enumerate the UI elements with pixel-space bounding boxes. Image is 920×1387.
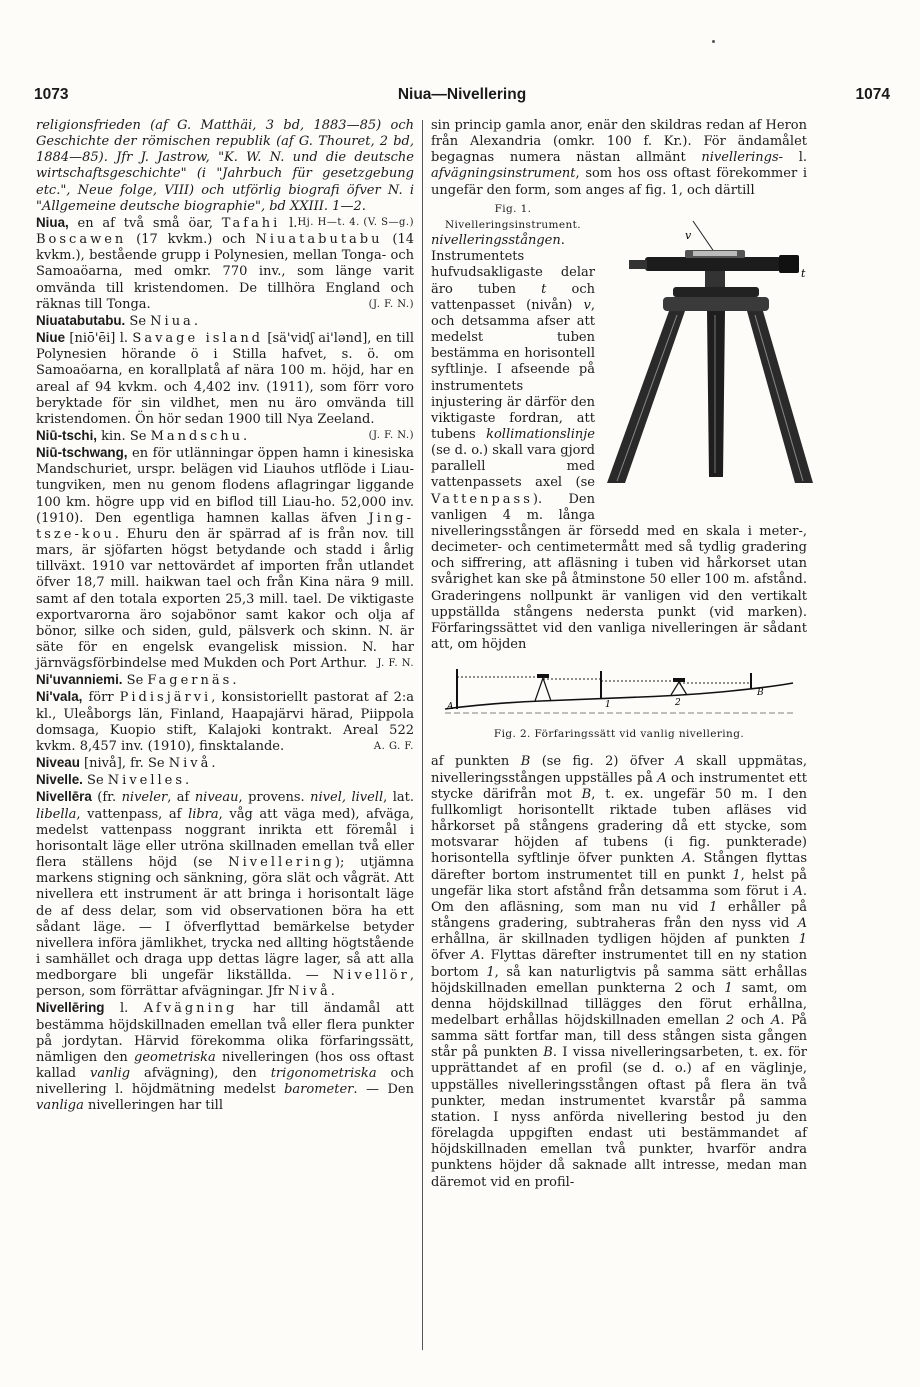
tripod-head: [663, 297, 769, 311]
entry-niuvanniemi: [36, 672, 414, 689]
spaced-term: Tafahi: [221, 215, 281, 231]
page-header: [34, 86, 890, 108]
headword: Niuatabutabu.: [36, 312, 126, 328]
headword: Niū-tschi,: [36, 427, 98, 443]
italic-term: barometer: [284, 1082, 354, 1098]
entry-text: [niō'ēi] l.: [65, 331, 133, 347]
entry-niuatabutabu: [36, 313, 414, 330]
figure-1-caption: Fig. 1. Nivelleringsinstrument.: [444, 202, 582, 231]
leveling-procedure-diagram: [431, 663, 807, 719]
italic-term: 1: [486, 964, 495, 980]
entry-nivala: [36, 689, 414, 755]
italic-term: B: [520, 754, 531, 770]
spaced-term: Jing-tsze-kou: [36, 510, 414, 542]
entry-nivellera: [36, 789, 414, 1000]
body-text: , som hos oss oftast förekommer i ungefär den form, som anges af fig. 1, och därtill: [431, 166, 807, 198]
entry-nivelle: [36, 772, 414, 789]
entry-text: nivelleringen har till: [83, 1098, 223, 1114]
body-text: (se d. o.) skall vara gjord parallell med vattenpassets axel (se: [431, 443, 595, 491]
headword: Niū-tschwang,: [36, 445, 128, 461]
headword: Nivellēra: [36, 789, 92, 805]
italic-term: 2: [726, 1012, 735, 1028]
page-number-left: 1073: [34, 86, 69, 103]
entry-niu-tschwang: [36, 445, 414, 672]
italic-term: libella: [36, 806, 77, 822]
headword: Niua,: [36, 214, 69, 230]
continued-text: religionsfrieden (af G. Matthäi, 3 bd, 1883—85) och Geschichte der römischen republik (af G. Thouret, 2 bd, 1884—85). Jfr J. Jastrow, "K. W. N. und die deutsche wirtschaftsgeschichte" (i "Jahrbuch für gesetzgebung etc.", Neue folge, VIII) och utförlig biografi öfver N. i "Allgemeine deutsche biographie", bd XXIII. 1—2.: [36, 118, 414, 214]
entry-text: förr: [82, 690, 120, 706]
headword: Nivellēring: [36, 1000, 105, 1016]
entry-text: . — Den: [353, 1082, 414, 1098]
entry-text: (14 kvkm.), bestående grupp i Polynesien, mellan Tonga- och Samoaöarna, med omkr. 770 inv., som länge varit omvända till kristendomen. De tillhöra England och räknas till Tonga.: [36, 232, 414, 312]
entry-niveau: [36, 755, 414, 772]
entry-text: .: [193, 313, 198, 329]
italic-term: geometriska: [134, 1049, 216, 1065]
italic-term: niveau: [194, 790, 239, 806]
italic-term: 1: [798, 932, 807, 948]
body-text: skall uppmätas, nivelleringsstången uppställes på: [431, 754, 807, 786]
body-text: . På samma sätt fortfar man, till dess stången sista gången står på punkten: [431, 1012, 808, 1061]
italic-term: 1: [732, 867, 741, 883]
entry-nivellering: [36, 1000, 414, 1114]
page-speck: [712, 40, 715, 43]
italic-term: vanlig: [89, 1066, 131, 1082]
right-paragraph-2: [431, 754, 807, 1190]
body-text: (se fig. 2) öfver: [530, 754, 676, 770]
tripod-leg-right: [747, 311, 813, 483]
italic-term: A: [793, 883, 803, 899]
point-label-1: 1: [605, 700, 611, 711]
italic-term: A: [471, 948, 481, 964]
body-text: . Om den afläsning, som man nu vid: [431, 883, 807, 915]
tripod-leg-center: [707, 311, 725, 477]
body-text: , så kan naturligtvis på samma sätt erhållas höjdskillnaden emellan punkterna 2 och: [431, 964, 807, 996]
entry-text: nivelleringen (hos oss oftast kallad: [36, 1049, 414, 1082]
spaced-term: Nivellör: [332, 968, 410, 984]
instrument-pillar: [705, 271, 725, 287]
body-text: erhåller på stångens gradering, subtraheras från den nyss vid: [431, 899, 807, 932]
italic-term: kollimationslinje: [486, 426, 595, 442]
signature: (J. F. N.): [368, 429, 414, 441]
leveling-base: [673, 287, 759, 297]
entry-text: , provens.: [238, 790, 311, 806]
headword: Ni'uvanniemi.: [36, 672, 123, 688]
instrument-station-2: [671, 678, 687, 695]
body-text: . Instrumentets hufvudsakligaste delar äro tuben: [431, 233, 595, 297]
body-text: l.: [783, 150, 807, 166]
signature: J. F. N.: [377, 658, 414, 670]
spaced-term: Afvägning: [143, 1001, 238, 1017]
italic-term: A: [675, 754, 685, 770]
entry-niu-tschi: [36, 428, 414, 445]
right-column: [431, 118, 807, 1191]
entry-text: , konsistoriellt pastorat af 2:a kl., Uleåborgs län, Finland, Haapajärvi härad, Piippola domsaga, Kuopio stift, Kalajoki kontrakt. Areal 522 kvkm. 8,457 inv. (1910), finsktalande.: [36, 690, 414, 754]
level-instrument-illustration: [601, 201, 819, 487]
headword: Ni'vala,: [36, 689, 83, 705]
spaced-term: Nivå: [168, 756, 212, 772]
entry-text: . Ehuru den är spärrad af is från nov. till mars, är sjöfarten högst betydande och stadd i årlig tillväxt. 1910 var nettovärdet af importen från utlandet öfver 18,7 mill. haikwan tael och från Kina nära 9 mill. samt af den totala exporten 25,3 mill. tael. De viktigaste exportvarorna äro sojabönor samt kakor och olja af bönor, silke och siden, guld, pälsverk och skinn. N. är säte för en engelsk evangelisk mission. N. har järnvägsförbindelse med Mukden och Port Arthur.: [36, 526, 414, 672]
entry-text: .: [330, 984, 335, 1000]
body-text: . Stången flyttas därefter bortom instrumentet till en punkt: [431, 851, 807, 883]
spaced-term: Pidisjärvi: [119, 690, 212, 706]
entry-text: (17 kvkm.) och: [126, 232, 256, 248]
entry-text: ); utjämna markens stigning och sänkning, göra slät och vågrät. Att nivellera ett instrument är att bringa i horisontalt läge de af dess delar, som vid observationen böra ha ett sådant läge. — I öfverflyttad bemärkelse betyder nivellera införa jämlikhet, trycka ned allting högtstående i samhället och draga upp dettas lägre lager, så att alla medborgare bli ungefär likställda. —: [36, 855, 414, 984]
body-text: samt, om denna höjdskillnad tillägges den förut erhållna, medelbart erhållas höjdskillnaden emellan: [431, 980, 807, 1028]
figure-1: [601, 201, 819, 506]
body-text: och instrumentet ett stycke därifrån mot: [431, 770, 807, 802]
italic-term: t: [541, 281, 547, 297]
spirit-level-bubble: [693, 251, 737, 256]
entry-text: kin. Se: [97, 428, 151, 444]
entry-text: [sä'vidʃ ai'lənd], en till Polynesien hörande ö i Stilla hafvet, s. ö. om Samoaöarna, en korallplatå af nära 100 m. höjd, har en areal af 94 kvkm. och 4,402 inv. (1911), som förr voro beryktade för sin vildhet, men nu äro omvända till kristendomen. Ön hör sedan 1900 till Nya Zeeland.: [36, 331, 414, 427]
entry-text: (fr.: [91, 790, 122, 806]
column-divider: [422, 120, 423, 1350]
body-text: erhållna, är skillnaden tydligen höjden af punkten: [431, 932, 799, 948]
body-text: af punkten: [431, 754, 521, 770]
spaced-term: Mandschu: [150, 428, 244, 444]
spaced-term: Niuatabutabu: [255, 232, 383, 248]
headword: Nivelle.: [36, 772, 83, 788]
telescope-objective: [779, 255, 799, 273]
entry-text: .: [185, 773, 190, 789]
entry-text: [nivå], fr. Se: [79, 756, 169, 772]
spaced-term: Vattenpass: [431, 491, 533, 507]
spaced-term: Nivellering: [228, 855, 335, 871]
tripod-leg-left: [607, 311, 685, 483]
italic-term: A: [797, 916, 807, 932]
body-text: . Flyttas därefter instrumentet till en ny station bortom: [431, 948, 807, 980]
page-number-right: 1074: [855, 86, 890, 103]
entry-text: .: [243, 428, 248, 444]
italic-term: vanliga: [36, 1098, 84, 1114]
italic-term: nivel, livell: [310, 790, 384, 806]
body-text: och: [734, 1012, 771, 1028]
spaced-term: Niua: [150, 313, 194, 329]
point-label-a: A: [447, 702, 454, 713]
body-text: , och detsamma afser att medelst tuben bestämma en horisontell syftlinje. I afseende på instrumentets injustering är därför den viktigaste fordran, att tubens: [431, 297, 595, 442]
entry-text: l.: [104, 1001, 144, 1017]
body-text: . I vissa nivelleringsarbeten, t. ex. för upprättandet af en profil (se d. o.) af en väglinje, uppställes nivelleringsstången oftast på flera än två punkter, medan instrumentet kvarstår på samma station. I nyss anförda nivellering bestod ju den förelagda uppgiften endast uti bestämmandet af höjdskillnaden emellan två punkter, hvarför andra punktens höjder då saknade allt intresse, medan man däremot vid en profil-: [431, 1045, 807, 1190]
page-title: Niua—Nivellering: [397, 86, 527, 103]
entry-text: Se: [82, 773, 108, 789]
entry-text: , af: [167, 790, 195, 806]
entry-text: .: [232, 673, 237, 689]
italic-term: afvägningsinstrument: [431, 166, 576, 182]
signature: (J. F. N.): [368, 298, 414, 310]
spaced-term: Fagernäs: [147, 673, 233, 689]
body-text: sin princip gamla anor, enär den skildras redan af Heron från Alexandria (omkr. 100 f. Kr.). För ändamålet begagnas numera nästan allmänt: [431, 118, 807, 166]
italic-term: A: [681, 851, 692, 867]
entry-text: , vattenpass, af: [76, 806, 189, 822]
signature: Hj. H—t. 4. (V. S—g.): [297, 216, 414, 228]
figure-2: [431, 663, 807, 742]
spaced-term: Savage island: [132, 331, 264, 347]
entry-text: en af två små öar,: [68, 215, 222, 231]
headword: Niveau: [36, 755, 80, 771]
italic-term: B: [581, 786, 592, 802]
telescope-tube: [645, 257, 781, 271]
body-text: ). Den vanligen 4 m. långa nivelleringsstången är försedd med en skala i meter-, decimeter- och centimetermått med så tydlig gradering och siffrering, att afläsning i tuben vid hårkorset utan svårighet kan ske på åtminstone 50 eller 100 m. afstånd. Graderingens nollpunkt är vanligen vid den vertikalt uppställda stångens nedersta punkt (vid marken). Förfaringssättet vid den vanliga nivelleringen är sådant att, om höjden: [431, 491, 807, 652]
italic-term: libra: [188, 806, 219, 822]
point-label-2: 2: [675, 698, 681, 709]
italic-term: B: [543, 1045, 553, 1061]
entry-text: en för utlänningar öppen hamn i kinesiska Mandschuriet, urspr. belägen vid Liauhos utflöde i Liau-tungviken, men nu genom flodens aflagringar liggande 100 km. högre upp vid en biflod till Liau-ho. 52,000 inv. (1910). Den egentliga hamnen kallas äfven: [36, 446, 414, 526]
entry-text: afvägning), den: [130, 1066, 271, 1082]
italic-term: A: [770, 1012, 781, 1028]
italic-term: v: [583, 297, 591, 313]
italic-term: 1: [724, 980, 733, 996]
headword: Niue: [36, 330, 66, 346]
italic-term: nivelleringsstången: [431, 233, 561, 249]
entry-text: Se: [125, 313, 151, 329]
point-label-b: B: [757, 688, 764, 699]
spaced-term: Boscawen: [36, 232, 127, 248]
entry-text: och nivellering l. höjdmätning medelst: [36, 1066, 414, 1098]
body-text: , helst på ungefär lika stort afstånd från detsamma som förut i: [431, 867, 807, 899]
entry-text: , lat.: [383, 790, 414, 806]
entry-text: , våg att väga med), afväga, medelst vattenpass noggrant inrikta ett föremål i horisontalt läge eller utröna skillnaden emellan två eller flera ställens höjd (se: [36, 806, 414, 871]
entry-text: har till ändamål att bestämma höjdskillnaden emellan två eller flera punkter på jordytan. Härvid förekomma olika förfaringssätt, nämligen den: [36, 1001, 414, 1065]
instrument-station-1: [535, 674, 551, 701]
entry-text: l.: [280, 215, 298, 231]
italic-term: A: [657, 770, 667, 786]
italic-term: nivellerings-: [701, 150, 784, 166]
entry-text: , person, som förrättar afvägningar. Jfr: [36, 968, 414, 1000]
spaced-term: Nivå: [288, 984, 331, 1000]
entry-text: .: [211, 756, 216, 772]
italic-term: 1: [709, 899, 718, 915]
entry-text: Se: [122, 673, 148, 689]
italic-term: niveler: [121, 790, 168, 806]
body-text: öfver: [431, 948, 472, 964]
left-column: [36, 118, 414, 1115]
body-text: , t. ex. ungefär 50 m. I den fullkomligt horisontellt riktade tuben afläses vid hårkorset på stångens gradering då ett stycke, som motsvarar höjden af tubens (i fig. punkterade) horisontella syftlinje öfver punkten: [431, 786, 807, 867]
figure-2-caption: Fig. 2. Förfaringssätt vid vanlig nivellering.: [493, 728, 745, 741]
spaced-term: Nivelles: [107, 773, 186, 789]
signature: A. G. F.: [373, 740, 414, 752]
figure-label-t: t: [801, 266, 806, 280]
body-text: och vattenpasset (nivån): [431, 281, 595, 313]
italic-term: trigonometriska: [270, 1066, 377, 1082]
figure-label-v: v: [685, 228, 692, 242]
telescope-eyepiece: [629, 260, 647, 269]
